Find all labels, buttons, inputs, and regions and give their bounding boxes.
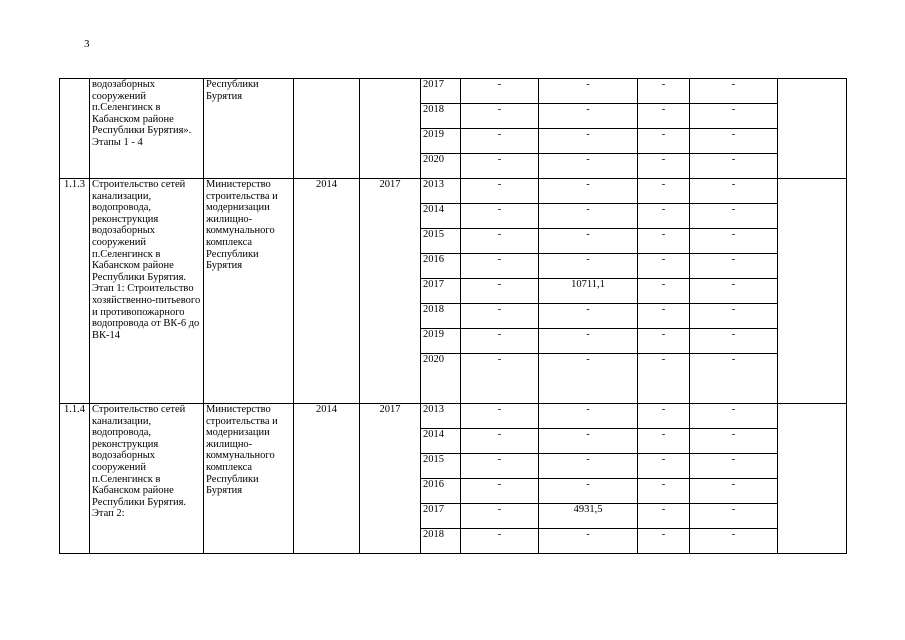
financing-year: 2019 [421, 129, 461, 154]
funding-value-3: - [638, 154, 690, 179]
funding-value-2: 10711,1 [539, 279, 638, 304]
funding-value-4: - [690, 129, 778, 154]
funding-value-3: - [638, 529, 690, 554]
financing-year: 2017 [421, 504, 461, 529]
funding-value-3: - [638, 229, 690, 254]
funding-value-1: - [461, 179, 539, 204]
financing-year: 2013 [421, 179, 461, 204]
funding-value-2: - [539, 404, 638, 429]
funding-value-1: - [461, 504, 539, 529]
funding-value-1: - [461, 304, 539, 329]
table-row [60, 179, 847, 204]
funding-value-2: - [539, 204, 638, 229]
funding-value-3: - [638, 179, 690, 204]
funding-value-4: - [690, 479, 778, 504]
responsible-organization: Министерство строительства и модернизации жилищно-коммунального комплекса Республики Бурятия [204, 179, 294, 404]
funding-value-4: - [690, 229, 778, 254]
funding-value-4: - [690, 279, 778, 304]
end-year: 2017 [360, 179, 421, 404]
end-year: 2017 [360, 404, 421, 554]
funding-value-3: - [638, 329, 690, 354]
financing-year: 2017 [421, 279, 461, 304]
funding-value-1: - [461, 454, 539, 479]
funding-value-1: - [461, 354, 539, 404]
financing-year: 2014 [421, 204, 461, 229]
funding-value-3: - [638, 429, 690, 454]
item-number: 1.1.3 [60, 179, 90, 404]
funding-value-1: - [461, 129, 539, 154]
funding-value-1: - [461, 329, 539, 354]
financing-year: 2019 [421, 329, 461, 354]
funding-value-4: - [690, 354, 778, 404]
funding-value-2: - [539, 229, 638, 254]
table-row [60, 404, 847, 429]
item-description: водозаборных сооружений п.Селенгинск в Кабанском районе Республики Бурятия». Этапы 1 - 4 [90, 79, 204, 179]
funding-value-3: - [638, 304, 690, 329]
funding-value-1: - [461, 104, 539, 129]
funding-value-2: - [539, 454, 638, 479]
funding-value-2: - [539, 104, 638, 129]
funding-value-1: - [461, 204, 539, 229]
financing-year: 2018 [421, 104, 461, 129]
financing-year: 2018 [421, 529, 461, 554]
funding-value-1: - [461, 279, 539, 304]
funding-value-2: - [539, 354, 638, 404]
financing-year: 2015 [421, 229, 461, 254]
funding-value-2: - [539, 254, 638, 279]
page-number: 3 [84, 38, 90, 50]
financing-year: 2020 [421, 154, 461, 179]
funding-value-4: - [690, 154, 778, 179]
funding-value-3: - [638, 279, 690, 304]
end-year [360, 79, 421, 179]
financing-year: 2016 [421, 254, 461, 279]
financing-year: 2020 [421, 354, 461, 404]
funding-value-4: - [690, 79, 778, 104]
funding-value-2: - [539, 529, 638, 554]
financing-year: 2015 [421, 454, 461, 479]
funding-value-3: - [638, 354, 690, 404]
item-number: 1.1.4 [60, 404, 90, 554]
funding-value-2: - [539, 129, 638, 154]
program-table [59, 78, 847, 554]
funding-value-4: - [690, 104, 778, 129]
notes-cell [778, 179, 847, 404]
funding-value-4: - [690, 254, 778, 279]
item-description: Строительство сетей канализации, водопровода, реконструкция водозаборных сооружений п.Селенгинск в Кабанском районе Республики Бурятия. Этап 1: Строительство хозяйственно-питьевого и противопожарного водопровода от ВК-6 до ВК-14 [90, 179, 204, 404]
funding-value-2: - [539, 429, 638, 454]
responsible-organization: Министерство строительства и модернизации жилищно-коммунального комплекса Республики Бурятия [204, 404, 294, 554]
funding-value-4: - [690, 504, 778, 529]
funding-value-3: - [638, 454, 690, 479]
funding-value-3: - [638, 254, 690, 279]
funding-value-4: - [690, 179, 778, 204]
funding-value-3: - [638, 404, 690, 429]
table-body [60, 79, 847, 554]
item-number [60, 79, 90, 179]
funding-value-1: - [461, 79, 539, 104]
financing-year: 2016 [421, 479, 461, 504]
funding-value-4: - [690, 329, 778, 354]
funding-value-2: - [539, 304, 638, 329]
funding-value-1: - [461, 529, 539, 554]
financing-year: 2014 [421, 429, 461, 454]
funding-value-1: - [461, 254, 539, 279]
funding-value-3: - [638, 79, 690, 104]
start-year [294, 79, 360, 179]
table-row [60, 79, 847, 104]
funding-value-1: - [461, 479, 539, 504]
funding-value-1: - [461, 429, 539, 454]
funding-value-2: - [539, 179, 638, 204]
funding-value-4: - [690, 404, 778, 429]
notes-cell [778, 79, 847, 179]
start-year: 2014 [294, 404, 360, 554]
funding-value-4: - [690, 429, 778, 454]
start-year: 2014 [294, 179, 360, 404]
funding-value-1: - [461, 154, 539, 179]
funding-value-2: - [539, 154, 638, 179]
funding-value-4: - [690, 304, 778, 329]
funding-value-1: - [461, 404, 539, 429]
funding-value-2: - [539, 79, 638, 104]
responsible-organization: Республики Бурятия [204, 79, 294, 179]
funding-value-3: - [638, 129, 690, 154]
funding-value-1: - [461, 229, 539, 254]
funding-value-3: - [638, 479, 690, 504]
funding-value-4: - [690, 204, 778, 229]
funding-value-2: 4931,5 [539, 504, 638, 529]
funding-value-3: - [638, 504, 690, 529]
funding-value-2: - [539, 479, 638, 504]
financing-year: 2017 [421, 79, 461, 104]
funding-value-3: - [638, 204, 690, 229]
financing-year: 2013 [421, 404, 461, 429]
financing-year: 2018 [421, 304, 461, 329]
item-description: Строительство сетей канализации, водопровода, реконструкция водозаборных сооружений п.Селенгинск в Кабанском районе Республики Бурятия. Этап 2: [90, 404, 204, 554]
notes-cell [778, 404, 847, 554]
funding-value-4: - [690, 454, 778, 479]
funding-value-3: - [638, 104, 690, 129]
funding-value-2: - [539, 329, 638, 354]
funding-value-4: - [690, 529, 778, 554]
